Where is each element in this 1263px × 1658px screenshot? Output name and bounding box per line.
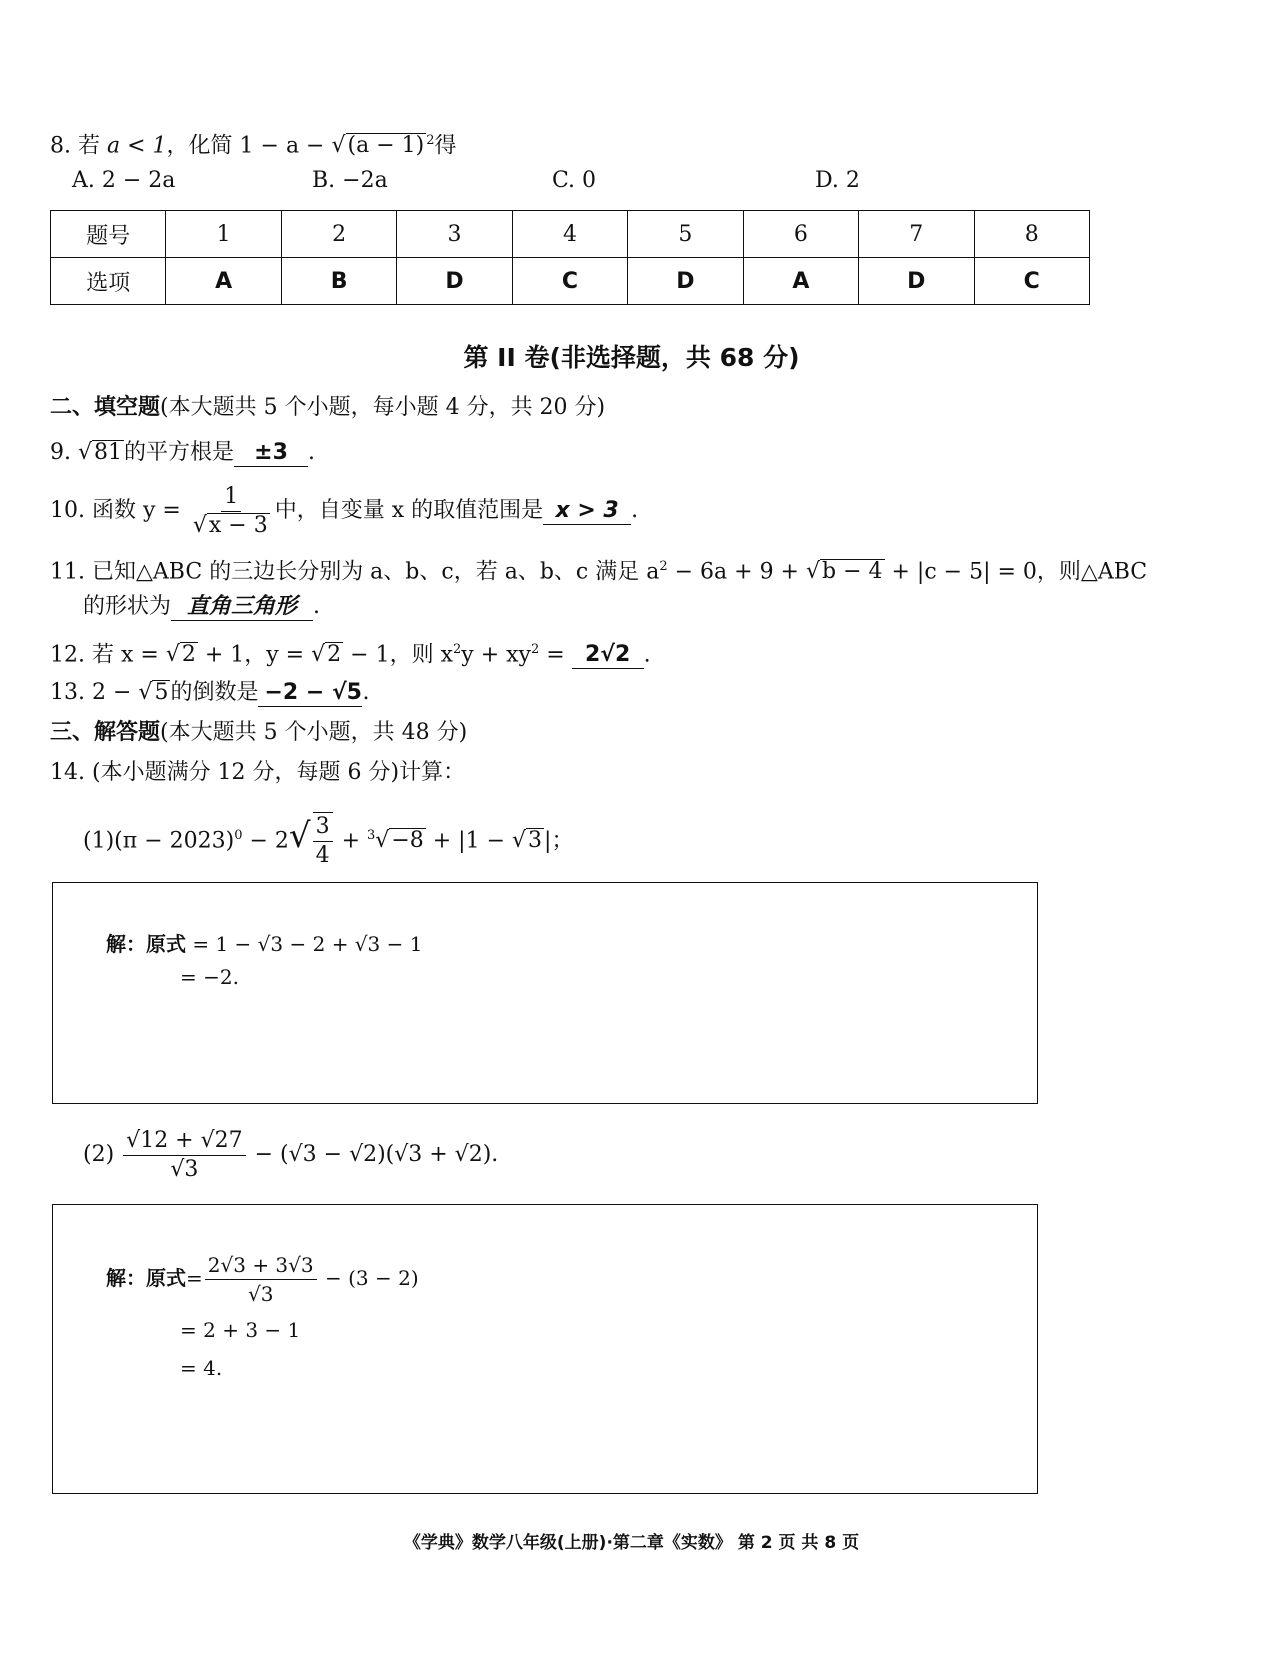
q8-option-d: D. 2 — [815, 168, 860, 193]
q10-answer: x > 3 — [543, 498, 631, 525]
answer-cell: A — [743, 258, 858, 305]
solution-2-fraction — [205, 1251, 317, 1308]
q8-option-c: C. 0 — [552, 168, 597, 193]
q11-answer: 直角三角形 — [171, 594, 313, 621]
section2-head: 二、填空题 — [50, 395, 161, 420]
answer-table — [50, 210, 1090, 305]
q10-numerator: 1 — [221, 483, 241, 512]
q8-condition: a < 1 — [106, 133, 167, 159]
solution-2-line2: = 2 + 3 − 1 — [180, 1318, 301, 1342]
q14-p2-label: (2) — [83, 1142, 115, 1167]
section3-head: 三、解答题 — [50, 720, 161, 745]
question-8 — [50, 126, 457, 161]
q9-answer: ±3 — [234, 440, 308, 467]
question-number-cell: 4 — [512, 211, 627, 258]
q11-radicand: b − 4 — [822, 559, 883, 585]
q12-e1: 2 — [452, 642, 462, 657]
part2-title: 第 II 卷(非选择题，共 68 分) — [463, 343, 800, 372]
question-number-cell: 2 — [281, 211, 396, 258]
solution-1-label: 解：原式 — [106, 932, 186, 956]
q14-p1-fraction — [313, 812, 333, 870]
q14-p1-cube-index: 3 — [367, 828, 376, 843]
q10-prefix: 10. 函数 y = — [50, 498, 181, 523]
q10-denominator-radicand: x − 3 — [208, 512, 268, 538]
q14-p1-t4: + |1 − — [425, 828, 512, 854]
q8-option-a: A. 2 − 2a — [72, 168, 176, 193]
solution-2-eq: = — [186, 1266, 203, 1290]
solution-2-label: 解：原式 — [106, 1266, 186, 1290]
solution-2-line3: = 4. — [180, 1356, 223, 1380]
solution-2-den: √3 — [247, 1282, 274, 1306]
q11-exponent: 2 — [659, 559, 668, 574]
answer-cell: D — [397, 258, 512, 305]
q8-radicand: (a − 1) — [347, 133, 425, 159]
q8-prefix: 8. 若 — [50, 133, 100, 159]
question-11-line2 — [83, 592, 320, 622]
solution-2-line1 — [106, 1250, 419, 1308]
q14-p1-num: 3 — [313, 813, 333, 842]
solution-1-line2: = −2. — [180, 965, 239, 989]
q14-p1-cube-radicand: −8 — [391, 828, 424, 854]
q12-r1: 2 — [181, 642, 196, 668]
q9-number: 9. — [50, 440, 71, 465]
q10-end: . — [631, 498, 639, 523]
answer-table-header-label: 题号 — [51, 211, 166, 258]
q8-option-b: B. −2a — [312, 168, 388, 193]
question-number-cell: 7 — [859, 211, 974, 258]
q9-text: 的平方根是 — [124, 440, 235, 465]
question-11-line1 — [50, 552, 1147, 587]
answer-table-answer-row — [51, 258, 1090, 305]
q13-radicand: 5 — [154, 680, 169, 705]
answer-cell: D — [859, 258, 974, 305]
q14-p2-fraction — [123, 1127, 245, 1184]
page-footer: 《学典》数学八年级(上册)·第二章《实数》 第 2 页 共 8 页 — [403, 1533, 860, 1553]
q11-line2: 的形状为 — [83, 594, 172, 619]
question-14-part1 — [83, 806, 573, 871]
q11-end: . — [313, 594, 321, 619]
q13-t1: 13. 2 − — [50, 680, 139, 705]
answer-cell: C — [512, 258, 627, 305]
question-number-cell: 3 — [397, 211, 512, 258]
question-13 — [50, 678, 369, 708]
q14-p1-t2: − 2 — [242, 828, 289, 854]
q14-p1-t1: (1)(π − 2023) — [83, 828, 235, 854]
question-12 — [50, 635, 651, 670]
q14-p1-den: 4 — [315, 843, 330, 869]
solution-2-rest: − (3 − 2) — [318, 1266, 419, 1290]
question-10 — [50, 478, 638, 544]
q13-t2: 的倒数是 — [170, 680, 259, 705]
q14-p1-t5: |； — [544, 828, 574, 854]
q12-t3: − 1，则 x — [343, 642, 453, 668]
question-14-intro: 14. (本小题满分 12 分，每题 6 分)计算： — [50, 760, 466, 785]
section3-desc: (本大题共 5 个小题，共 48 分) — [160, 720, 468, 745]
q12-e2: 2 — [530, 642, 540, 657]
solution-1-line1 — [106, 928, 422, 957]
answer-cell: C — [974, 258, 1090, 305]
q11-text-c: + |c − 5| = 0，则△ABC — [884, 559, 1148, 585]
question-number-cell: 8 — [974, 211, 1090, 258]
q11-text-a: 11. 已知△ABC 的三边长分别为 a、b、c，若 a、b、c 满足 a — [50, 559, 660, 585]
q12-t4: y + xy — [461, 642, 531, 668]
q12-t1: 12. 若 x = — [50, 642, 166, 668]
q9-radicand: 81 — [94, 440, 123, 465]
q14-p2-num: √12 + √27 — [123, 1127, 245, 1156]
q14-p2-den: √3 — [170, 1156, 199, 1182]
q13-answer: −2 − √5 — [258, 680, 362, 707]
solution-box-1 — [52, 882, 1038, 1104]
question-14-part2 — [83, 1122, 498, 1188]
answer-cell: A — [166, 258, 281, 305]
q8-suffix: 得 — [434, 133, 457, 159]
question-number-cell: 1 — [166, 211, 281, 258]
q13-end: . — [362, 680, 370, 705]
section2-desc: (本大题共 5 个小题，每小题 4 分，共 20 分) — [160, 395, 606, 420]
section3-header — [50, 718, 467, 748]
question-number-cell: 5 — [628, 211, 743, 258]
q14-p1-r: 3 — [528, 828, 543, 854]
q11-text-b: − 6a + 9 + — [667, 559, 806, 585]
q14-p2-rest: − (√3 − √2)(√3 + √2). — [247, 1142, 499, 1167]
q12-t2: + 1，y = — [197, 642, 312, 668]
q10-text: 中，自变量 x 的取值范围是 — [274, 498, 544, 523]
q14-p1-e1: 0 — [234, 828, 243, 843]
question-number-cell: 6 — [743, 211, 858, 258]
q14-p1-t3: + — [334, 828, 367, 854]
q12-r2: 2 — [327, 642, 342, 668]
q8-middle: ，化简 1 − a − — [166, 133, 332, 159]
question-9 — [50, 438, 315, 468]
q10-fraction — [190, 483, 273, 540]
answer-table-header-row — [51, 211, 1090, 258]
q8-exponent: 2 — [426, 133, 435, 148]
solution-box-2 — [52, 1204, 1038, 1494]
q12-end: . — [643, 642, 651, 668]
q9-end: . — [308, 440, 316, 465]
answer-cell: D — [628, 258, 743, 305]
section2-header — [50, 393, 605, 423]
q12-answer: 2√2 — [572, 642, 644, 669]
q12-t5: = — [539, 642, 572, 668]
solution-2-num: 2√3 + 3√3 — [205, 1251, 317, 1280]
answer-table-row-label: 选项 — [51, 258, 166, 305]
solution-1-step1: = 1 − √3 − 2 + √3 − 1 — [192, 932, 423, 956]
answer-cell: B — [281, 258, 396, 305]
